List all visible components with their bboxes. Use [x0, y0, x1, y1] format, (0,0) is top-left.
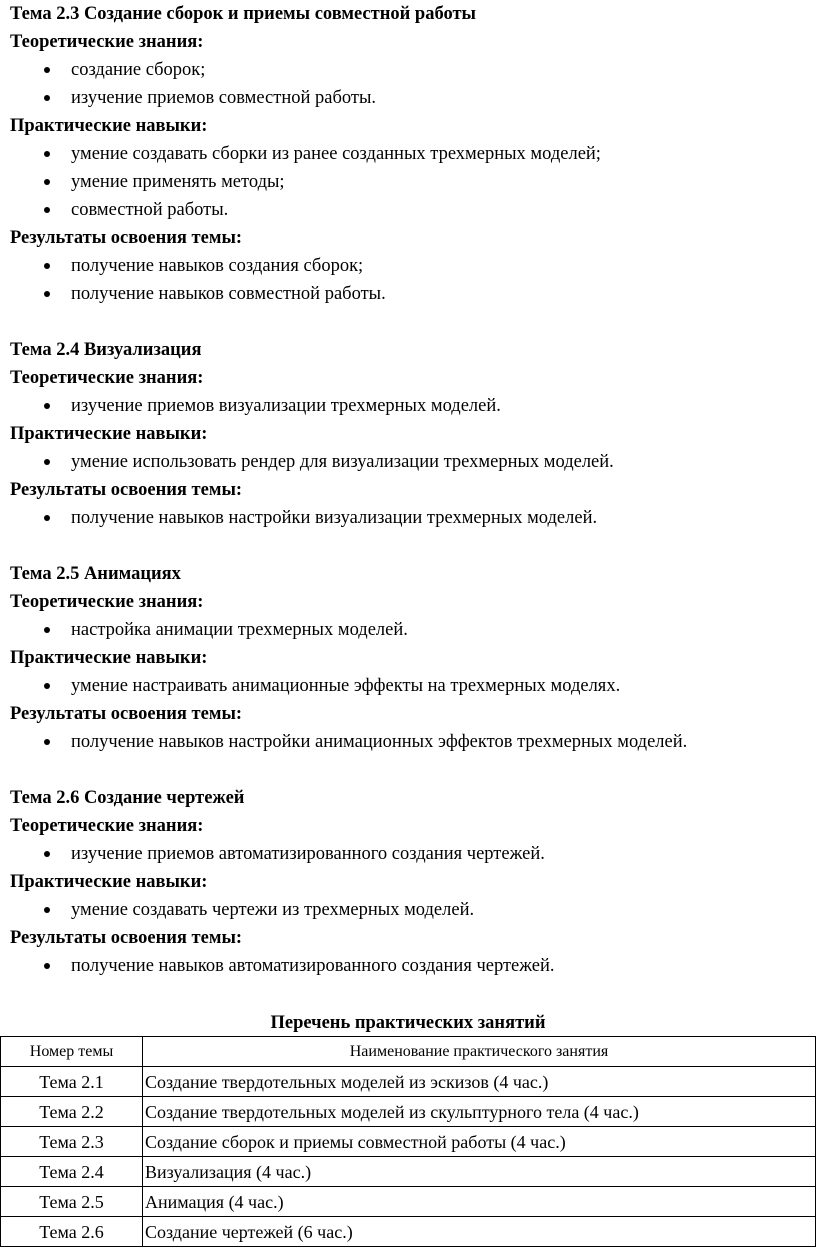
list-item-text: умение применять методы; [71, 172, 285, 192]
section-title: Теоретические знания: [10, 368, 204, 388]
section-title: Результаты освоения темы: [10, 704, 243, 724]
bullet-icon [44, 627, 50, 633]
bullet-icon [44, 291, 50, 297]
list-item-text: совместной работы. [71, 200, 229, 220]
topic-block [10, 560, 816, 756]
list-item [10, 672, 816, 700]
section-title: Теоретические знания: [10, 816, 204, 836]
list-item [10, 252, 816, 280]
bullet-list [10, 56, 816, 112]
list-item [10, 280, 816, 308]
bullet-list [10, 504, 816, 532]
section-title: Практические навыки: [10, 648, 208, 668]
cell-practice-name: Создание чертежей (6 час.) [143, 1217, 816, 1247]
list-item-text: настройка анимации трехмерных моделей. [71, 620, 408, 640]
list-item-text: создание сборок; [71, 60, 206, 80]
topic-block [10, 336, 816, 532]
bullet-icon [44, 515, 50, 521]
list-item [10, 84, 816, 112]
list-item-text: получение навыков настройки анимационных эффектов трехмерных моделей. [71, 732, 688, 752]
bullet-icon [44, 683, 50, 689]
list-item-text: умение настраивать анимационные эффекты на трехмерных моделях. [71, 676, 621, 696]
list-item [10, 140, 816, 168]
section-title: Результаты освоения темы: [10, 928, 243, 948]
cell-topic-number: Тема 2.3 [1, 1127, 143, 1157]
list-item [10, 952, 816, 980]
topic-title: Тема 2.6 Создание чертежей [10, 788, 245, 808]
table-row [1, 1067, 816, 1097]
bullet-icon [44, 459, 50, 465]
cell-topic-number: Тема 2.5 [1, 1187, 143, 1217]
section-title: Практические навыки: [10, 116, 208, 136]
cell-practice-name: Создание сборок и приемы совместной работы (4 час.) [143, 1127, 816, 1157]
bullet-icon [44, 179, 50, 185]
list-item-text: получение навыков автоматизированного создания чертежей. [71, 956, 555, 976]
topic-title: Тема 2.5 Анимациях [10, 564, 181, 584]
bullet-list [10, 896, 816, 924]
bullet-list [10, 448, 816, 476]
bullet-icon [44, 207, 50, 213]
list-item [10, 616, 816, 644]
cell-practice-name: Визуализация (4 час.) [143, 1157, 816, 1187]
header-topic-number: Номер темы [1, 1037, 143, 1067]
bullet-icon [44, 151, 50, 157]
list-item-text: изучение приемов совместной работы. [71, 88, 377, 108]
bullet-list [10, 728, 816, 756]
table-row [1, 1127, 816, 1157]
section-title: Практические навыки: [10, 424, 208, 444]
section-title: Практические навыки: [10, 872, 208, 892]
bullet-icon [44, 67, 50, 73]
bullet-list [10, 952, 816, 980]
bullet-icon [44, 403, 50, 409]
cell-topic-number: Тема 2.4 [1, 1157, 143, 1187]
list-item [10, 448, 816, 476]
cell-topic-number: Тема 2.1 [1, 1067, 143, 1097]
bullet-icon [44, 963, 50, 969]
cell-practice-name: Анимация (4 час.) [143, 1187, 816, 1217]
topic-title: Тема 2.3 Создание сборок и приемы совместной работы [10, 4, 476, 24]
bullet-icon [44, 851, 50, 857]
list-item-text: изучение приемов визуализации трехмерных моделей. [71, 396, 501, 416]
section-title: Теоретические знания: [10, 592, 204, 612]
list-item [10, 196, 816, 224]
cell-topic-number: Тема 2.6 [1, 1217, 143, 1247]
bullet-list [10, 140, 816, 224]
list-item [10, 896, 816, 924]
topic-block [10, 784, 816, 980]
practice-table-title: Перечень практических занятий [270, 1013, 546, 1033]
list-item-text: получение навыков создания сборок; [71, 256, 364, 276]
practice-section [10, 1008, 816, 1247]
list-item [10, 504, 816, 532]
section-title: Результаты освоения темы: [10, 480, 243, 500]
practice-table [0, 1036, 816, 1247]
list-item [10, 392, 816, 420]
table-row [1, 1187, 816, 1217]
bullet-icon [44, 739, 50, 745]
cell-practice-name: Создание твердотельных моделей из скульптурного тела (4 час.) [143, 1097, 816, 1127]
list-item [10, 728, 816, 756]
list-item-text: получение навыков настройки визуализации трехмерных моделей. [71, 508, 598, 528]
cell-practice-name: Создание твердотельных моделей из эскизов (4 час.) [143, 1067, 816, 1097]
list-item [10, 56, 816, 84]
bullet-list [10, 672, 816, 700]
section-title: Результаты освоения темы: [10, 228, 243, 248]
table-header-row [1, 1037, 816, 1067]
bullet-list [10, 840, 816, 868]
list-item-text: изучение приемов автоматизированного создания чертежей. [71, 844, 545, 864]
table-row [1, 1097, 816, 1127]
list-item [10, 168, 816, 196]
bullet-icon [44, 95, 50, 101]
bullet-list [10, 392, 816, 420]
header-practice-name: Наименование практического занятия [143, 1037, 816, 1067]
list-item-text: умение создавать чертежи из трехмерных моделей. [71, 900, 475, 920]
list-item-text: умение создавать сборки из ранее созданных трехмерных моделей; [71, 144, 601, 164]
list-item [10, 840, 816, 868]
topic-title: Тема 2.4 Визуализация [10, 340, 202, 360]
list-item-text: получение навыков совместной работы. [71, 284, 386, 304]
bullet-list [10, 252, 816, 308]
table-row [1, 1217, 816, 1247]
table-row [1, 1157, 816, 1187]
topic-block [10, 0, 816, 308]
cell-topic-number: Тема 2.2 [1, 1097, 143, 1127]
section-title: Теоретические знания: [10, 32, 204, 52]
bullet-icon [44, 263, 50, 269]
bullet-icon [44, 907, 50, 913]
list-item-text: умение использовать рендер для визуализации трехмерных моделей. [71, 452, 614, 472]
bullet-list [10, 616, 816, 644]
topics-container [10, 0, 816, 980]
